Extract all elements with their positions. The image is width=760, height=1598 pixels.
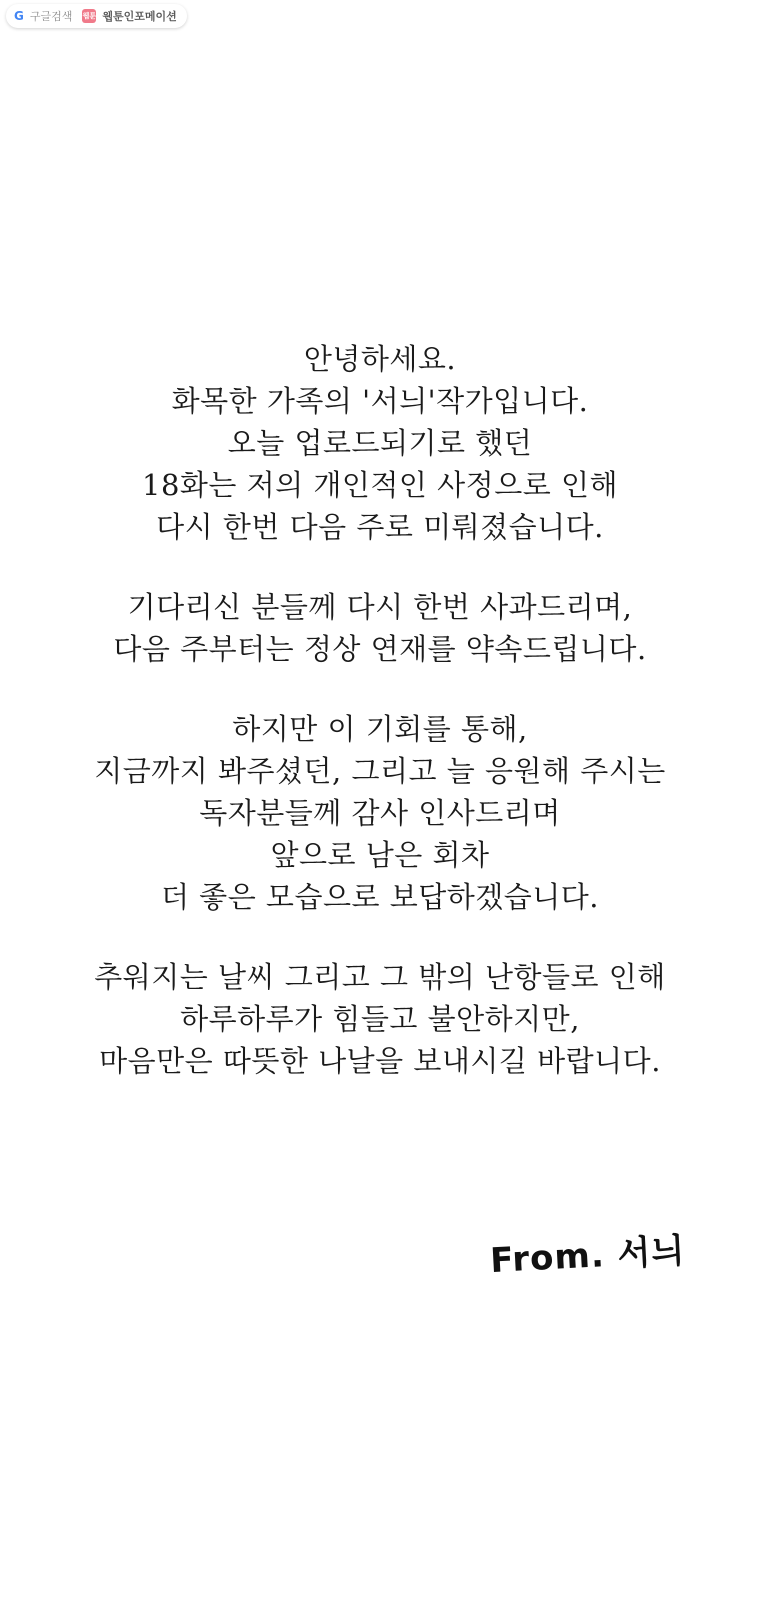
letter-line: 다음 주부터는 정상 연재를 약속드립니다. [113, 632, 647, 666]
watermark-site-label: 웹툰인포메이션 [102, 10, 177, 23]
webtoon-icon: 웹툰 [82, 9, 96, 23]
letter-line: 지금까지 봐주셨던, 그리고 늘 응원해 주시는 [94, 754, 666, 788]
signature: From. 서늬 [489, 1230, 687, 1282]
letter-line: 18화는 저의 개인적인 사정으로 인해 [142, 468, 618, 502]
letter-line: 추워지는 날씨 그리고 그 밖의 난항들로 인해 [94, 960, 666, 994]
letter-line: 다시 한번 다음 주로 미뤄졌습니다. [156, 510, 604, 544]
paragraph-closing [0, 956, 760, 1082]
paragraph-thanks [0, 708, 760, 918]
letter-line: 마음만은 따뜻한 나날을 보내시길 바랍니다. [99, 1044, 661, 1078]
letter-line: 안녕하세요. [303, 342, 457, 376]
paragraph-greeting [0, 338, 760, 548]
letter-line: 독자분들께 감사 인사드리며 [199, 796, 561, 830]
letter-line: 하루하루가 힘들고 불안하지만, [180, 1002, 580, 1036]
watermark-badge [6, 4, 187, 28]
letter-line: 앞으로 남은 회차 [270, 838, 490, 872]
letter-body [0, 338, 760, 1120]
paragraph-apology [0, 586, 760, 670]
letter-line: 하지만 이 기회를 통해, [232, 712, 528, 746]
letter-line: 화목한 가족의 '서늬'작가입니다. [171, 384, 589, 418]
google-icon: G [14, 9, 24, 23]
letter-line: 기다리신 분들께 다시 한번 사과드리며, [127, 590, 633, 624]
watermark-search-label: 구글검색 [29, 10, 73, 23]
letter-line: 오늘 업로드되기로 했던 [227, 426, 533, 460]
letter-line: 더 좋은 모습으로 보답하겠습니다. [160, 880, 600, 914]
